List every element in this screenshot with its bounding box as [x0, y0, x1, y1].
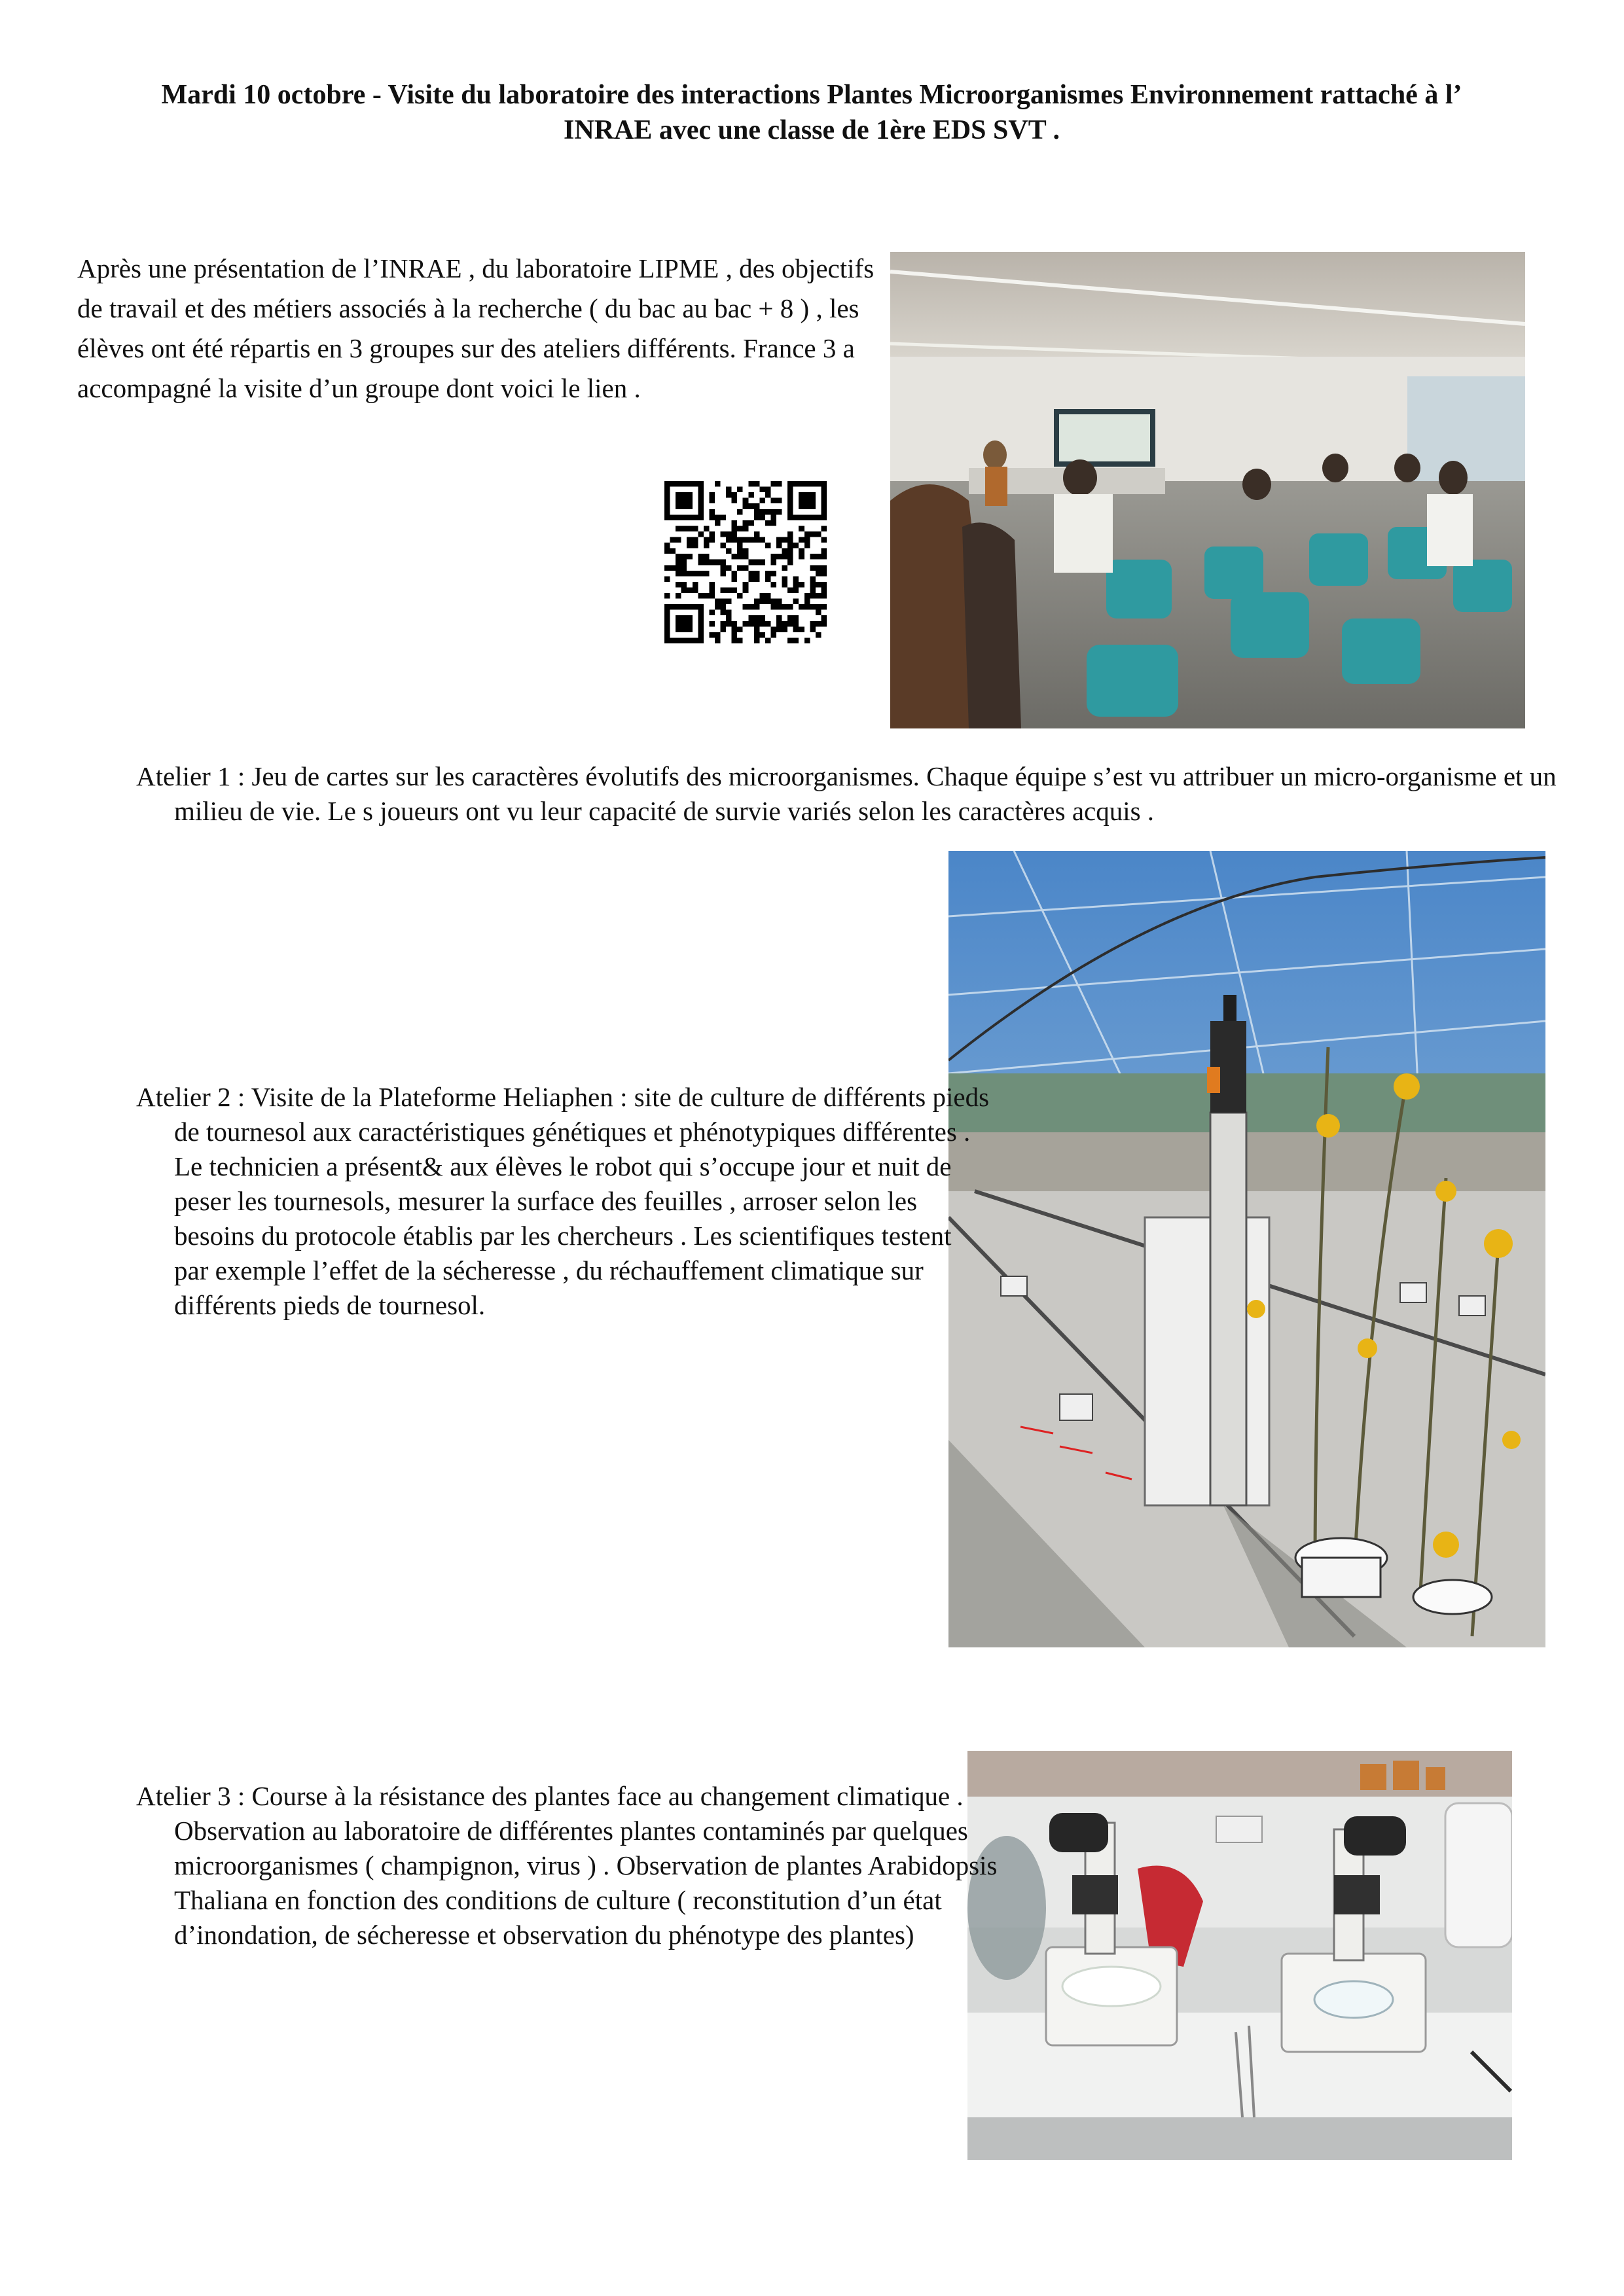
atelier-3-paragraph: Atelier 3 : Course à la résistance des plantes face au changement climatique . Observation au laboratoire de différentes plantes contaminés par quelques microorganismes ( champignon, virus ) . Observation de plantes Arabidopsis Thaliana en fonction des conditions de culture ( reconstitution d’un état d’inondation, de sécheresse et observation du phénotype des plantes)	[136, 1781, 998, 1950]
title-line-1: Mardi 10 octobre - Visite du laboratoire des interactions Plantes Microorganismes Environnement rattaché à l’	[161, 80, 1462, 110]
atelier-2-paragraph: Atelier 2 : Visite de la Plateforme Heliaphen : site de culture de différents pieds de tournesol aux caractéristiques génétiques et phénotypiques différentes . Le technicien a présent& aux élèves le robot qui s’occupe jour et nuit de peser les tournesols, mesurer la surface des feuilles , arroser selon les besoins du protocole établis par les chercheurs . Les scientifiques testent par exemple l’effet de la sécheresse , du réchauffement climatique sur différents pieds de tournesol.	[136, 1082, 990, 1320]
qr-code-image	[664, 481, 827, 643]
photo-heliaphen-platform	[948, 851, 1545, 1647]
photo-classroom-presentation	[890, 252, 1525, 728]
title-line-2: INRAE avec une classe de 1ère EDS SVT .	[564, 115, 1060, 145]
atelier-1-paragraph: Atelier 1 : Jeu de cartes sur les caractères évolutifs des microorganismes. Chaque équipe s’est vu attribuer un micro-organisme et un milieu de vie. Le s joueurs ont vu leur capacité de survie variés selon les caractères acquis .	[136, 761, 1557, 826]
photo-lab-microscopes	[967, 1751, 1512, 2160]
page-title	[72, 77, 1551, 148]
qr-code[interactable]	[664, 481, 827, 643]
intro-paragraph: Après une présentation de l’INRAE , du laboratoire LIPME , des objectifs de travail et des métiers associés à la recherche ( du bac au bac + 8 ) , les élèves ont été répartis en 3 groupes sur des ateliers différents. France 3 a accompagné la visite d’un groupe dont voici le lien .	[77, 253, 875, 403]
